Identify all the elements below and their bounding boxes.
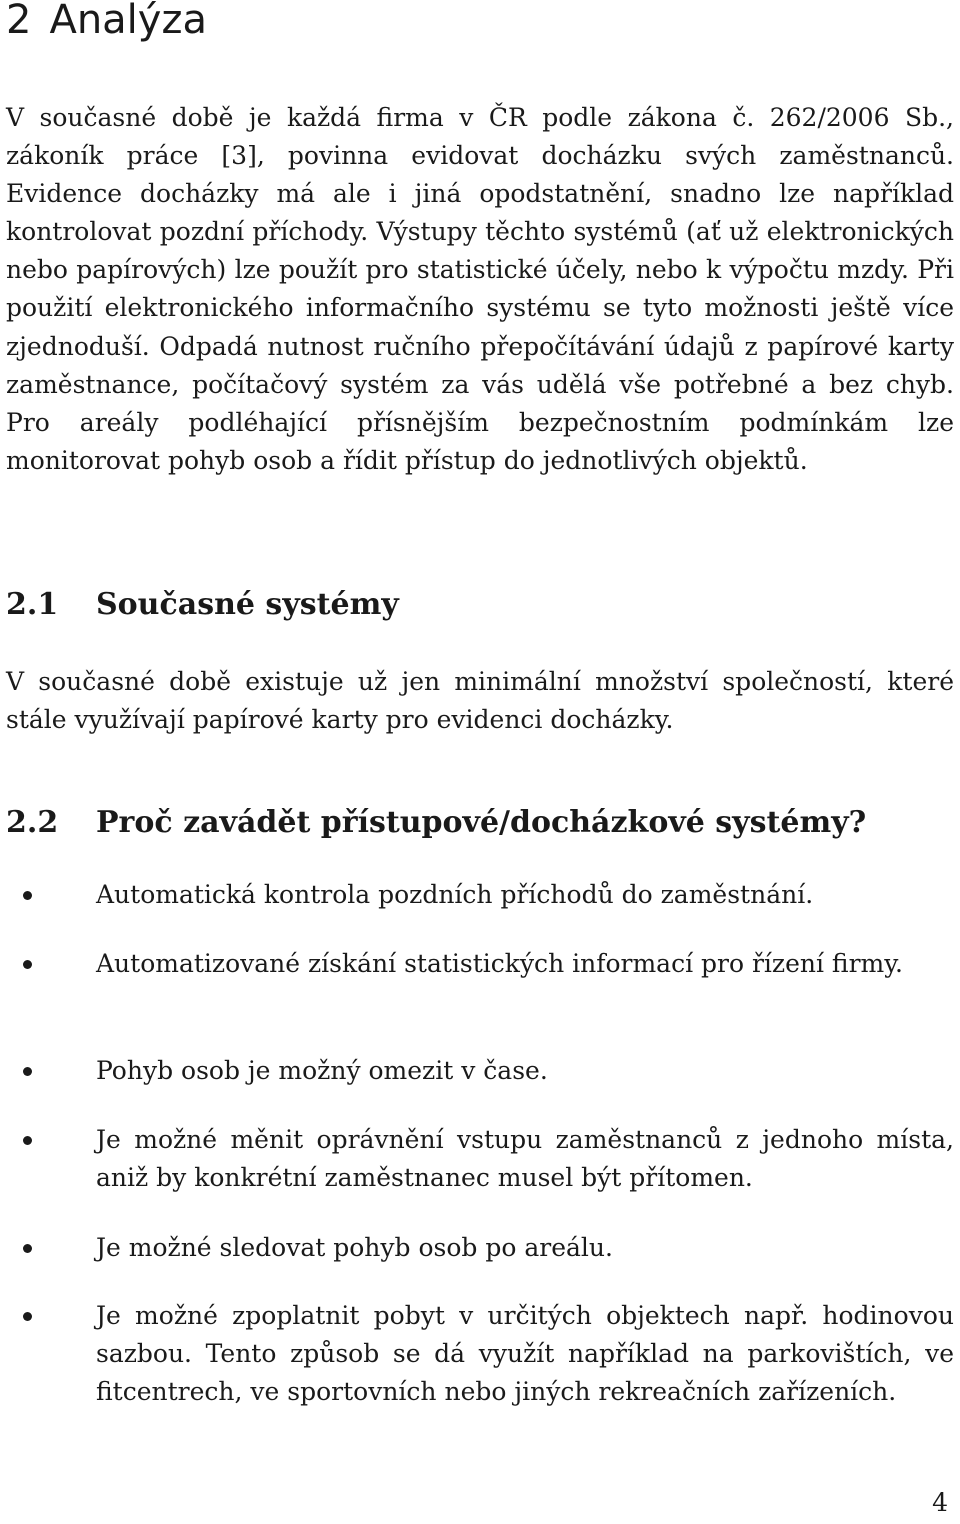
list-item [6, 1052, 954, 1090]
list-item [6, 1297, 954, 1411]
section-heading-current-systems [6, 585, 399, 625]
chapter-title: Analýza [49, 0, 207, 43]
section-number: 2.1 [6, 587, 59, 622]
section-heading-why-implement [6, 803, 866, 843]
chapter-number: 2 [6, 0, 32, 43]
bullet-icon [23, 1312, 32, 1321]
chapter-heading [6, 0, 207, 52]
list-item-text: Pohyb osob je možný omezit v čase. [96, 1056, 548, 1085]
bullet-icon [23, 1067, 32, 1076]
section-title: Proč zavádět přístupové/docházkové systémy? [96, 805, 867, 840]
list-item [6, 1121, 954, 1197]
bullet-icon [23, 891, 32, 900]
section-title: Současné systémy [96, 587, 399, 622]
list-item [6, 1229, 954, 1267]
section-paragraph: V současné době existuje už jen minimální množství společností, které stále využívají papírové karty pro evidenci docházky. [6, 667, 954, 735]
list-item-text: Je možné zpoplatnit pobyt v určitých objektech např. hodinovou sazbou. Tento způsob se dá využít například na parkovištích, ve fitcentrech, ve sportovních nebo jiných rekreačních zařízeních. [96, 1301, 954, 1407]
bullet-icon [23, 1136, 32, 1145]
list-item-text: Automatizované získání statistických informací pro řízení firmy. [96, 949, 904, 978]
list-item [6, 876, 954, 914]
bullet-icon [23, 1244, 32, 1253]
list-item-text: Automatická kontrola pozdních příchodů do zaměstnání. [96, 880, 814, 909]
intro-paragraph: V současné době je každá firma v ČR podle zákona č. 262/2006 Sb., zákoník práce [3], povinna evidovat docházku svých zaměstnanců. Evidence docházky má ale i jiná opodstatnění, snadno lze například kontrolovat pozdní příchody. Výstupy těchto systémů (ať už elektronických nebo papírových) lze použít pro statistické účely, nebo k výpočtu mzdy. Při použití elektronického informačního systému se tyto možnosti ještě více zjednoduší. Odpadá nutnost ručního přepočítávání údajů z papírové karty zaměstnance, počítačový systém za vás udělá vše potřebné a bez chyb. Pro areály podléhající přísnějším bezpečnostním podmínkám lze monitorovat pohyb osob a řídit přístup do jednotlivých objektů. [6, 103, 954, 475]
list-item [6, 945, 954, 983]
page-number: 4 [932, 1488, 948, 1517]
bullet-icon [23, 960, 32, 969]
list-item-text: Je možné měnit oprávnění vstupu zaměstnanců z jednoho místa, aniž by konkrétní zaměstnanec musel být přítomen. [96, 1125, 954, 1193]
section-number: 2.2 [6, 805, 59, 840]
list-item-text: Je možné sledovat pohyb osob po areálu. [96, 1233, 613, 1262]
